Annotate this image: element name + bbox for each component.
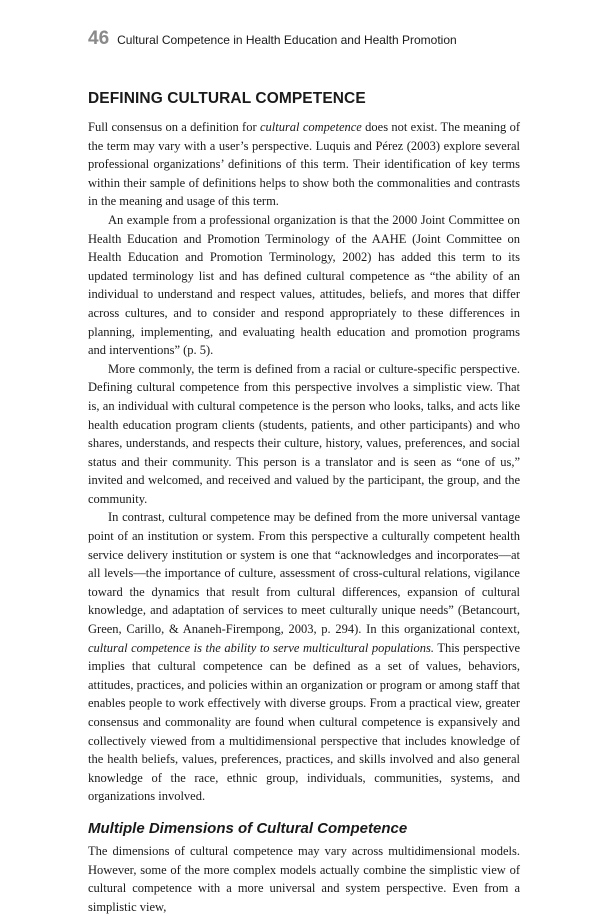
subsection-paragraph-1: The dimensions of cultural competence may vary across multidimensional models. However, some of the more complex models actually combine the simplistic view of cultural competence with a more universal and system perspective. Even from a simplistic view, <box>88 843 520 914</box>
running-head <box>88 28 520 50</box>
running-title: Cultural Competence in Health Education and Health Promotion <box>117 33 457 47</box>
paragraph-3: More commonly, the term is defined from a racial or culture-specific perspective. Defining cultural competence from this perspective involves a simplistic view. That is, an individual with cultural competence is the person who looks, talks, and acts like health education program clients (students, patients, and other participants) and who shares, understands, and respects their culture, history, values, preferences, and social status and their community. This person is a translator and is seen as “one of us,” invited and welcomed, and received and valued by the participant, the group, and the community. <box>88 361 520 506</box>
paragraph-4-emphasis: cultural competence is the ability to serve multicultural populations. <box>88 640 434 655</box>
section-heading: DEFINING CULTURAL COMPETENCE <box>88 90 366 107</box>
paragraph-4 <box>88 508 520 806</box>
paragraph-4-text-b: This perspective implies that cultural competence can be defined as a set of values, behaviors, attitudes, practices, and policies within an organization or program or among staff that enables people to work effectively with diverse groups. From a practical view, greater consensus and commonality are found when cultural competence is expansively and collectively viewed from a multidimensional perspective that includes knowledge of the health beliefs, values, preferences, practices, and skills involved and also general knowledge of the race, ethnic group, individuals, communities, systems, and organizations involved. <box>88 640 520 804</box>
subsection-heading: Multiple Dimensions of Cultural Competence <box>88 819 408 837</box>
paragraph-1-emphasis: cultural competence <box>259 120 362 134</box>
page-number: 46 <box>88 28 110 49</box>
paragraph-2: An example from a professional organization is that the 2000 Joint Committee on Health Education and Promotion Terminology of the AAHE (Joint Committee on Health Education and Promotion Terminology, 2002) has added this term to its updated terminology list and has defined cultural competence as “the ability of an individual to understand and respect values, attitudes, beliefs, and mores that differ across cultures, and to consider and respond appropriately to these differences in planning, implementing, and evaluating health education and promotion programs and interventions” (p. 5). <box>88 212 520 358</box>
paragraph-1-text-a: Full consensus on a definition for <box>88 120 260 134</box>
paragraph-1 <box>88 118 520 211</box>
paragraph-4-text-a: In contrast, cultural competence may be defined from the more universal vantage point of an institution or system. From this perspective a culturally competent health service delivery institution or system is one that “acknowledges and incorporates—at all levels—the importance of culture, assessment of cross-cultural relations, vigilance toward the dynamics that result from cultural differences, expansion of cultural knowledge, and adaptation of services to meet culturally unique needs” (Betancourt, Green, Carillo, & Ananeh-Firempong, 2003, p. 294). In this organizational context, <box>88 510 520 637</box>
paragraph-1-text-b: does not exist. The meaning of the term may vary with a user’s perspective. Luquis and Pérez (2003) explore several professional organizations’ definitions of this term. Their identification of key terms within their sample of definitions helps to show both the commonalities and contrasts in the meaning and usage of this term. <box>88 120 520 209</box>
book-page <box>88 28 520 916</box>
